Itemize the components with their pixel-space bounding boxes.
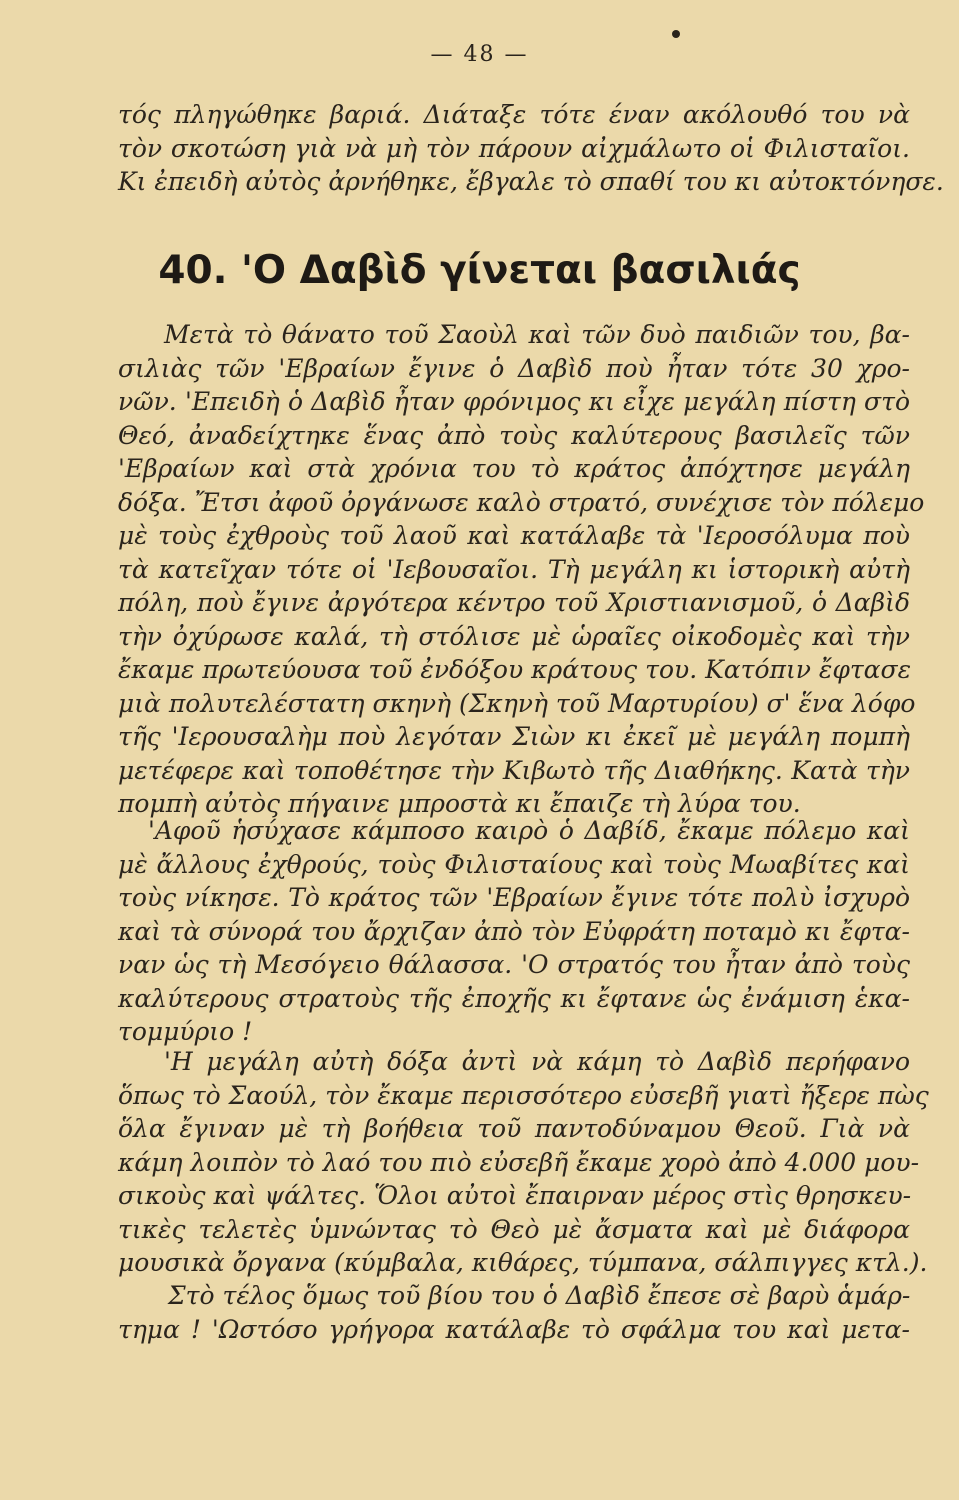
text-line: πόλη, ποὺ ἔγινε ἀργότερα κέντρο τοῦ Χριστιανισμοῦ, ὁ Δαβὶδ	[118, 588, 910, 617]
text-line: καλύτερους στρατοὺς τῆς ἐποχῆς κι ἔφτανε ὡς ἐνάμιση ἑκα-	[118, 983, 910, 1013]
text-line: σικοὺς καὶ ψάλτες. Ὅλοι αὐτοὶ ἔπαιρναν μέρος στὶς θρησκευ-	[118, 1181, 912, 1210]
text-line: Κι ἐπειδὴ αὐτὸς ἀρνήθηκε, ἔβγαλε τὸ σπαθί του κι αὐτοκτόνησε.	[118, 167, 944, 196]
text-line: Μετὰ τὸ θάνατο τοῦ Σαοὺλ καὶ τῶν δυὸ παιδιῶν του, βα-	[164, 320, 910, 349]
text-line: ἔκαμε πρωτεύουσα τοῦ ἐνδόξου κράτους του. Κατόπιν ἔφτασε	[118, 655, 912, 684]
intro-paragraph	[118, 98, 944, 199]
text-line: τῆς 'Ιερουσαλὴμ ποὺ λεγόταν Σιὼν κι ἐκεῖ μὲ μεγάλη πομπὴ	[118, 722, 910, 751]
chapter-heading: 40. 'Ο Δαβὶδ γίνεται βασιλιάς	[158, 248, 801, 293]
text-line: Στὸ τέλος ὅμως τοῦ βίου του ὁ Δαβὶδ ἔπεσε σὲ βαρὺ ἁμάρ-	[168, 1281, 911, 1310]
text-line: τός πληγώθηκε βαριά. Διάταξε τότε έναν ακόλουθό του νὰ	[118, 100, 910, 129]
text-line: ὅλα ἔγιναν μὲ τὴ βοήθεια τοῦ παντοδύναμου Θεοῦ. Γιὰ νὰ	[118, 1114, 910, 1143]
paragraph-3	[118, 1045, 929, 1280]
paragraph-2	[118, 814, 910, 1049]
text-line: τικὲς τελετὲς ὑμνώντας τὸ Θεὸ μὲ ἄσματα καὶ μὲ διάφορα	[118, 1214, 910, 1244]
text-line: σιλιὰς τῶν 'Εβραίων ἔγινε ὁ Δαβὶδ ποὺ ἦταν τότε 30 χρο-	[118, 353, 910, 383]
text-line: μιὰ πολυτελέστατη σκηνὴ (Σκηνὴ τοῦ Μαρτυρίου) σ' ἕνα λόφο	[118, 688, 916, 718]
text-line: μουσικὰ ὄργανα (κύμβαλα, κιθάρες, τύμπανα, σάλπιγγες κτλ.).	[118, 1248, 928, 1277]
text-line: τοὺς νίκησε. Τὸ κράτος τῶν 'Εβραίων ἔγινε τότε πολὺ ἰσχυρὸ	[118, 883, 910, 912]
ink-dot	[672, 30, 680, 38]
text-line: νῶν. 'Επειδὴ ὁ Δαβὶδ ἦταν φρόνιμος κι εἶχε μεγάλη πίστη στὸ	[118, 387, 910, 416]
paragraph-4	[118, 1279, 910, 1346]
text-line: μετέφερε καὶ τοποθέτησε τὴν Κιβωτὸ τῆς Διαθήκης. Κατὰ τὴν	[118, 755, 910, 785]
text-line: δόξα. Ἔτσι ἀφοῦ ὀργάνωσε καλὸ στρατό, συνέχισε τὸν πόλεμο	[118, 487, 925, 517]
text-line: τὰ κατεῖχαν τότε οἱ 'Ιεβουσαῖοι. Τὴ μεγάλη κι ἱστορικὴ αὐτὴ	[118, 554, 910, 584]
text-line: πομπὴ αὐτὸς πήγαινε μπροστὰ κι ἔπαιζε τὴ λύρα του.	[118, 789, 801, 818]
text-line: 'Εβραίων καὶ στὰ χρόνια του τὸ κράτος ἀπόχτησε μεγάλη	[118, 454, 910, 483]
text-line: ναν ὡς τὴ Μεσόγειο θάλασσα. 'Ο στρατός του ἦταν ἀπὸ τοὺς	[118, 950, 910, 979]
paragraph-1	[118, 318, 925, 821]
text-line: τὴν ὀχύρωσε καλά, τὴ στόλισε μὲ ὡραῖες οἰκοδομὲς καὶ τὴν	[118, 621, 910, 651]
text-line: μὲ τοὺς ἐχθροὺς τοῦ λαοῦ καὶ κατάλαβε τὰ 'Ιεροσόλυμα ποὺ	[118, 521, 910, 550]
text-line: 'Η μεγάλη αὐτὴ δόξα ἀντὶ νὰ κάμη τὸ Δαβὶδ περήφανο	[164, 1047, 910, 1076]
text-line: 'Αφοῦ ἡσύχασε κάμποσο καιρὸ ὁ Δαβίδ, ἔκαμε πόλεμο καὶ	[148, 816, 910, 845]
text-line: τομμύριο !	[118, 1017, 253, 1046]
text-line: τὸν σκοτώση γιὰ νὰ μὴ τὸν πάρουν αἰχμάλωτο οἱ Φιλισταῖοι.	[118, 133, 910, 163]
text-line: κάμη λοιπὸν τὸ λαό του πιὸ εὐσεβῆ ἔκαμε χορὸ ἀπὸ 4.000 μου-	[118, 1147, 920, 1177]
text-line: καὶ τὰ σύνορά του ἄρχιζαν ἀπὸ τὸν Εὐφράτη ποταμὸ κι ἔφτα-	[118, 916, 910, 946]
text-line: ὅπως τὸ Σαούλ, τὸν ἔκαμε περισσότερο εὐσεβῆ γιατὶ ἤξερε πὼς	[118, 1080, 929, 1110]
page-number: — 48 —	[430, 42, 529, 67]
text-line: τημα ! 'Ωστόσο γρήγορα κατάλαβε τὸ σφάλμα του καὶ μετα-	[118, 1314, 910, 1344]
text-line: Θεό, ἀναδείχτηκε ἕνας ἀπὸ τοὺς καλύτερους βασιλεῖς τῶν	[118, 420, 910, 450]
text-line: μὲ ἄλλους ἐχθρούς, τοὺς Φιλισταίους καὶ τοὺς Μωαβίτες καὶ	[118, 849, 910, 879]
